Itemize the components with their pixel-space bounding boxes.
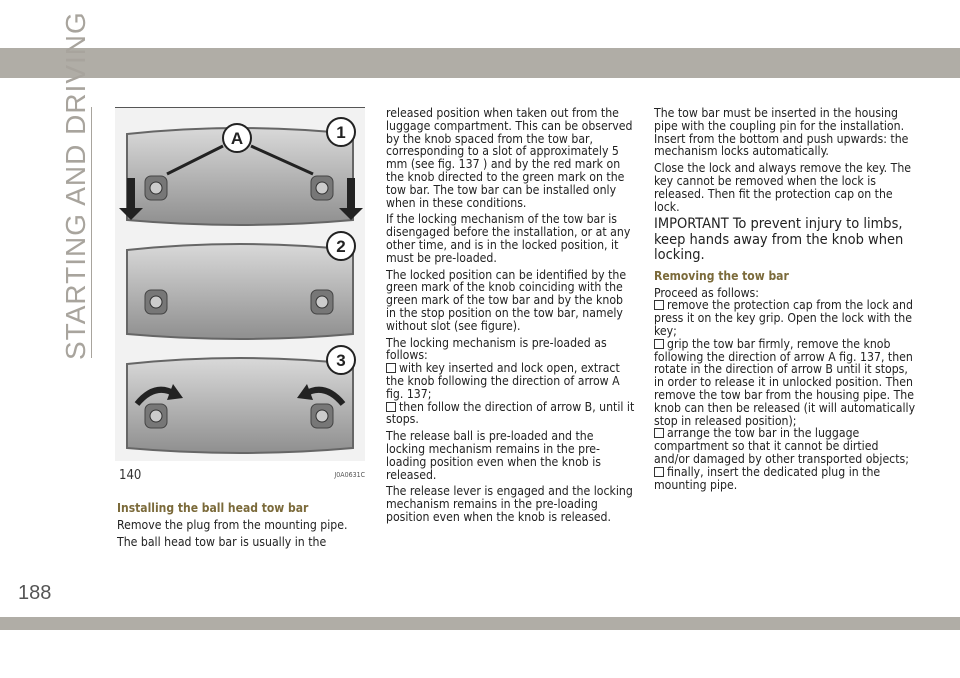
- important-note: IMPORTANT To prevent injury to limbs, keep hands away from the knob when locking.: [654, 216, 904, 264]
- figure-number: 140: [119, 468, 142, 483]
- step-2-label: 2: [336, 237, 346, 256]
- bullet-box-icon: [654, 300, 664, 310]
- paragraph: released position when taken out from the luggage compartment. This can be observed by the knob spaced from the tow bar, corresponding to a slot of approximately 5 mm (see fig. 137 ) and by the red mark on the knob directed to the green mark on the tow bar. The tow bar can be installed only when in these conditions.: [386, 106, 633, 210]
- step1-panel: [119, 118, 363, 225]
- list-item-text: then follow the direction of arrow B, until it stops.: [386, 399, 635, 427]
- paragraph: If the locking mechanism of the tow bar is disengaged before the installation, or at any other time, and is in the locked position, it must be pre-loaded.: [386, 212, 631, 265]
- list-item: [386, 362, 636, 400]
- section-title-rule: [91, 107, 92, 358]
- figure-code: J0A0631C: [334, 471, 365, 479]
- paragraph: The release lever is engaged and the locking mechanism remains in the pre-loading position even when the knob is released.: [386, 484, 633, 524]
- step-1-label: 1: [336, 123, 346, 142]
- list-item: [654, 338, 916, 428]
- paragraph: [654, 287, 916, 492]
- column-1: [117, 502, 367, 552]
- step3-panel: [127, 346, 355, 453]
- tow-bar-illustration: [115, 108, 365, 461]
- paragraph-text: Proceed as follows:: [654, 285, 759, 300]
- paragraph: Close the lock and always remove the key. The key cannot be removed when the lock is released. Then fit the protection cap on the lock.: [654, 161, 912, 214]
- callout-a-label: A: [230, 129, 244, 148]
- list-item-text: grip the tow bar firmly, remove the knob following the direction of arrow A fig. 137, then rotate in the direction of arrow B until it stops, in order to release it in unlocked position. Then remove the tow bar from the housing pipe. The knob can then be released (it will automatically stop in released position);: [654, 336, 916, 428]
- bullet-box-icon: [654, 467, 664, 477]
- section-title: STARTING AND DRIVING: [60, 11, 91, 360]
- footer-band: [0, 617, 960, 630]
- step2-panel: [127, 232, 355, 339]
- list-item-text: arrange the tow bar in the luggage compartment so that it cannot be dirtied and/or damaged by other transported objects;: [654, 426, 909, 467]
- list-item-text: with key inserted and lock open, extract the knob following the direction of arrow A fig. 137;: [386, 361, 620, 401]
- paragraph: The release ball is pre-loaded and the locking mechanism remains in the pre-loading position even when the knob is released.: [386, 429, 601, 482]
- heading-installing: Installing the ball head tow bar: [117, 501, 309, 515]
- bullet-box-icon: [654, 339, 664, 349]
- paragraph: Remove the plug from the mounting pipe.: [117, 517, 348, 532]
- paragraph: The locked position can be identified by the green mark of the knob coinciding with the green mark of the tow bar and by the knob in the stop position on the tow bar, namely without slot (see figure).: [386, 267, 627, 333]
- list-item: [654, 299, 916, 337]
- bullet-box-icon: [386, 402, 396, 412]
- paragraph: The tow bar must be inserted in the housing pipe with the coupling pin for the installation. Insert from the bottom and push upwards: the mechanism locks automatically.: [654, 106, 909, 159]
- step-3-label: 3: [336, 351, 346, 370]
- list-item-text: finally, insert the dedicated plug in the mounting pipe.: [654, 464, 881, 492]
- heading-removing: Removing the tow bar: [654, 268, 789, 283]
- list-item: [654, 427, 916, 465]
- tow-bar-figure: [115, 107, 365, 461]
- list-item: [386, 401, 636, 427]
- paragraph: [386, 337, 636, 427]
- bullet-box-icon: [386, 363, 396, 373]
- page-number: 188: [18, 582, 52, 604]
- column-2: [386, 107, 636, 528]
- paragraph: The ball head tow bar is usually in the: [117, 534, 327, 549]
- paragraph-text: The locking mechanism is pre-loaded as follows:: [386, 335, 607, 363]
- list-item-text: remove the protection cap from the lock and press it on the key grip. Open the lock with the key;: [654, 298, 913, 339]
- bullet-box-icon: [654, 428, 664, 438]
- header-band: [0, 48, 960, 78]
- list-item: [654, 466, 916, 492]
- column-3: [654, 107, 916, 495]
